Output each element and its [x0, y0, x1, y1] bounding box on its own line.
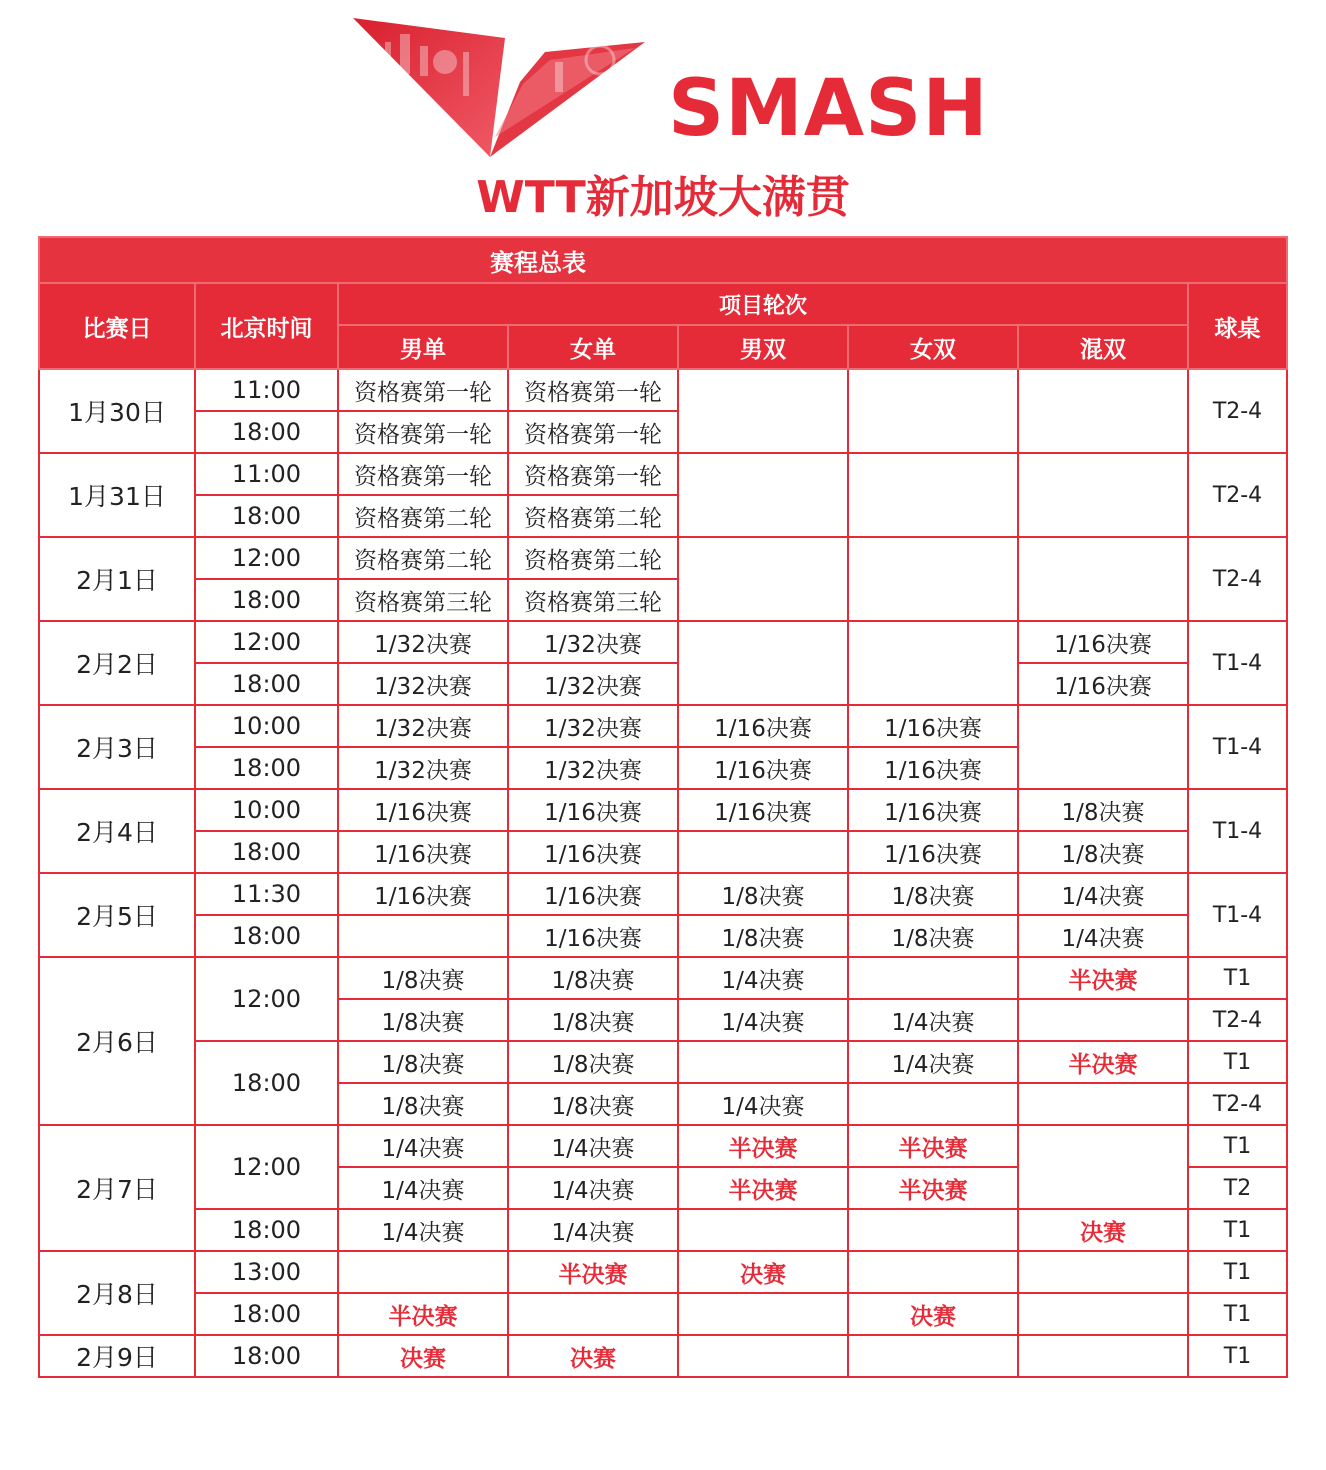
wd-cell [848, 1251, 1018, 1293]
wd-cell: 1/16决赛 [848, 789, 1018, 831]
table-no-cell: T1 [1188, 1293, 1287, 1335]
time-cell: 11:00 [195, 369, 338, 411]
wd-cell: 1/16决赛 [848, 831, 1018, 873]
date-cell: 1月30日 [39, 369, 195, 453]
table-row [39, 1041, 1287, 1083]
table-no-cell: T1-4 [1188, 621, 1287, 705]
table-no-cell: T2-4 [1188, 1083, 1287, 1125]
date-cell: 2月8日 [39, 1251, 195, 1335]
wd-cell [848, 957, 1018, 999]
xd-cell: 半决赛 [1018, 1041, 1188, 1083]
md-cell [678, 831, 848, 873]
header-womens-singles: 女单 [508, 325, 678, 369]
table-row [39, 537, 1287, 579]
table-no-cell: T2 [1188, 1167, 1287, 1209]
time-cell: 10:00 [195, 705, 338, 747]
ms-cell: 资格赛第一轮 [338, 453, 508, 495]
table-row [39, 873, 1287, 915]
ws-cell: 半决赛 [508, 1251, 678, 1293]
ws-cell: 1/32决赛 [508, 621, 678, 663]
ws-cell: 1/16决赛 [508, 915, 678, 957]
md-cell [678, 621, 848, 705]
header-events: 项目轮次 [338, 283, 1188, 325]
md-cell: 1/4决赛 [678, 957, 848, 999]
ms-cell: 1/8决赛 [338, 957, 508, 999]
table-row [39, 1209, 1287, 1251]
ms-cell: 1/32决赛 [338, 621, 508, 663]
xd-cell [1018, 1251, 1188, 1293]
table-banner: 赛程总表 [39, 237, 1287, 283]
time-cell: 12:00 [195, 1125, 338, 1209]
table-no-cell: T2-4 [1188, 453, 1287, 537]
wd-cell [848, 1335, 1018, 1377]
md-cell [678, 1041, 848, 1083]
time-cell: 12:00 [195, 957, 338, 1041]
time-cell: 11:00 [195, 453, 338, 495]
xd-cell: 1/4决赛 [1018, 873, 1188, 915]
table-row [39, 621, 1287, 663]
xd-cell [1018, 1335, 1188, 1377]
ms-cell: 1/8决赛 [338, 999, 508, 1041]
table-row [39, 453, 1287, 495]
time-cell: 11:30 [195, 873, 338, 915]
ms-cell [338, 1251, 508, 1293]
ws-cell: 1/16决赛 [508, 831, 678, 873]
table-row [39, 1251, 1287, 1293]
xd-cell [1018, 705, 1188, 789]
wd-cell: 1/16决赛 [848, 747, 1018, 789]
wd-cell: 1/4决赛 [848, 1041, 1018, 1083]
wtt-logo [345, 12, 655, 162]
ms-cell: 资格赛第二轮 [338, 495, 508, 537]
ws-cell: 资格赛第一轮 [508, 411, 678, 453]
ms-cell: 决赛 [338, 1335, 508, 1377]
ws-cell: 资格赛第三轮 [508, 579, 678, 621]
md-cell [678, 369, 848, 453]
wd-cell: 决赛 [848, 1293, 1018, 1335]
table-no-cell: T1 [1188, 1209, 1287, 1251]
time-cell: 18:00 [195, 1209, 338, 1251]
header-mens-singles: 男单 [338, 325, 508, 369]
md-cell: 1/4决赛 [678, 999, 848, 1041]
md-cell: 1/16决赛 [678, 789, 848, 831]
ws-cell: 1/4决赛 [508, 1125, 678, 1167]
wd-cell [848, 369, 1018, 453]
table-no-cell: T1 [1188, 1335, 1287, 1377]
md-cell: 半决赛 [678, 1167, 848, 1209]
ms-cell: 1/4决赛 [338, 1167, 508, 1209]
wd-cell [848, 1209, 1018, 1251]
time-cell: 18:00 [195, 1041, 338, 1125]
table-no-cell: T2-4 [1188, 537, 1287, 621]
smash-wordmark: SMASH [668, 64, 989, 154]
xd-cell: 1/4决赛 [1018, 915, 1188, 957]
wd-cell: 1/4决赛 [848, 999, 1018, 1041]
date-cell: 2月6日 [39, 957, 195, 1125]
table-row [39, 1335, 1287, 1377]
ms-cell: 1/16决赛 [338, 789, 508, 831]
header [0, 0, 1326, 236]
xd-cell: 决赛 [1018, 1209, 1188, 1251]
md-cell [678, 453, 848, 537]
date-cell: 1月31日 [39, 453, 195, 537]
ws-cell: 1/4决赛 [508, 1167, 678, 1209]
time-cell: 18:00 [195, 579, 338, 621]
xd-cell: 1/16决赛 [1018, 621, 1188, 663]
ws-cell: 资格赛第二轮 [508, 537, 678, 579]
wd-cell: 半决赛 [848, 1167, 1018, 1209]
ws-cell: 资格赛第一轮 [508, 369, 678, 411]
table-row [39, 1293, 1287, 1335]
table-row [39, 915, 1287, 957]
table-no-cell: T1 [1188, 1041, 1287, 1083]
ms-cell: 1/4决赛 [338, 1125, 508, 1167]
header-time: 北京时间 [195, 283, 338, 369]
time-cell: 18:00 [195, 915, 338, 957]
xd-cell [1018, 537, 1188, 621]
wd-cell [848, 621, 1018, 705]
ms-cell: 1/32决赛 [338, 747, 508, 789]
ws-cell: 1/8决赛 [508, 957, 678, 999]
ws-cell: 1/16决赛 [508, 789, 678, 831]
wd-cell [848, 453, 1018, 537]
xd-cell: 1/8决赛 [1018, 789, 1188, 831]
xd-cell [1018, 1125, 1188, 1209]
ws-cell: 1/4决赛 [508, 1209, 678, 1251]
time-cell: 10:00 [195, 789, 338, 831]
header-womens-doubles: 女双 [848, 325, 1018, 369]
time-cell: 13:00 [195, 1251, 338, 1293]
time-cell: 18:00 [195, 495, 338, 537]
date-cell: 2月1日 [39, 537, 195, 621]
xd-cell [1018, 1083, 1188, 1125]
wtt-logo-icon [345, 12, 655, 162]
date-cell: 2月5日 [39, 873, 195, 957]
md-cell: 1/16决赛 [678, 747, 848, 789]
date-cell: 2月3日 [39, 705, 195, 789]
xd-cell [1018, 453, 1188, 537]
time-cell: 18:00 [195, 411, 338, 453]
ms-cell: 1/32决赛 [338, 705, 508, 747]
date-cell: 2月9日 [39, 1335, 195, 1377]
ws-cell: 1/32决赛 [508, 747, 678, 789]
md-cell: 决赛 [678, 1251, 848, 1293]
ms-cell: 资格赛第一轮 [338, 411, 508, 453]
xd-cell: 1/16决赛 [1018, 663, 1188, 705]
table-no-cell: T1 [1188, 957, 1287, 999]
ms-cell: 1/16决赛 [338, 831, 508, 873]
ws-cell: 1/8决赛 [508, 999, 678, 1041]
table-row [39, 705, 1287, 747]
table-row [39, 957, 1287, 999]
wd-cell [848, 1083, 1018, 1125]
ms-cell [338, 915, 508, 957]
ms-cell: 1/32决赛 [338, 663, 508, 705]
time-cell: 18:00 [195, 663, 338, 705]
table-row [39, 663, 1287, 705]
table-no-cell: T2-4 [1188, 369, 1287, 453]
wd-cell: 半决赛 [848, 1125, 1018, 1167]
ws-cell: 1/32决赛 [508, 705, 678, 747]
ms-cell: 资格赛第一轮 [338, 369, 508, 411]
table-no-cell: T1-4 [1188, 789, 1287, 873]
time-cell: 18:00 [195, 747, 338, 789]
header-mixed-doubles: 混双 [1018, 325, 1188, 369]
page-title: WTT新加坡大满贯 [476, 172, 850, 223]
time-cell: 18:00 [195, 1293, 338, 1335]
time-cell: 18:00 [195, 1335, 338, 1377]
ws-cell [508, 1293, 678, 1335]
md-cell: 半决赛 [678, 1125, 848, 1167]
table-no-cell: T1-4 [1188, 705, 1287, 789]
md-cell [678, 537, 848, 621]
ms-cell: 1/8决赛 [338, 1083, 508, 1125]
date-cell: 2月2日 [39, 621, 195, 705]
table-no-cell: T1-4 [1188, 873, 1287, 957]
date-cell: 2月7日 [39, 1125, 195, 1251]
schedule-table [38, 236, 1288, 1378]
header-date: 比赛日 [39, 283, 195, 369]
md-cell [678, 1209, 848, 1251]
header-mens-doubles: 男双 [678, 325, 848, 369]
table-row [39, 369, 1287, 411]
wd-cell: 1/8决赛 [848, 915, 1018, 957]
ws-cell: 1/8决赛 [508, 1083, 678, 1125]
header-table: 球桌 [1188, 283, 1287, 369]
xd-cell [1018, 1293, 1188, 1335]
table-row [39, 831, 1287, 873]
date-cell: 2月4日 [39, 789, 195, 873]
ms-cell: 1/8决赛 [338, 1041, 508, 1083]
time-cell: 18:00 [195, 831, 338, 873]
time-cell: 12:00 [195, 537, 338, 579]
ms-cell: 资格赛第二轮 [338, 537, 508, 579]
ws-cell: 决赛 [508, 1335, 678, 1377]
xd-cell: 半决赛 [1018, 957, 1188, 999]
wd-cell [848, 537, 1018, 621]
ms-cell: 半决赛 [338, 1293, 508, 1335]
table-no-cell: T1 [1188, 1251, 1287, 1293]
ms-cell: 资格赛第三轮 [338, 579, 508, 621]
wd-cell: 1/8决赛 [848, 873, 1018, 915]
ws-cell: 资格赛第一轮 [508, 453, 678, 495]
wd-cell: 1/16决赛 [848, 705, 1018, 747]
ms-cell: 1/4决赛 [338, 1209, 508, 1251]
md-cell: 1/8决赛 [678, 873, 848, 915]
table-no-cell: T1 [1188, 1125, 1287, 1167]
ws-cell: 1/8决赛 [508, 1041, 678, 1083]
xd-cell: 1/8决赛 [1018, 831, 1188, 873]
ws-cell: 1/32决赛 [508, 663, 678, 705]
table-row [39, 1125, 1287, 1167]
ws-cell: 资格赛第二轮 [508, 495, 678, 537]
ws-cell: 1/16决赛 [508, 873, 678, 915]
md-cell: 1/4决赛 [678, 1083, 848, 1125]
table-row [39, 789, 1287, 831]
md-cell [678, 1335, 848, 1377]
table-no-cell: T2-4 [1188, 999, 1287, 1041]
time-cell: 12:00 [195, 621, 338, 663]
md-cell: 1/8决赛 [678, 915, 848, 957]
ms-cell: 1/16决赛 [338, 873, 508, 915]
md-cell [678, 1293, 848, 1335]
xd-cell [1018, 999, 1188, 1041]
md-cell: 1/16决赛 [678, 705, 848, 747]
xd-cell [1018, 369, 1188, 453]
